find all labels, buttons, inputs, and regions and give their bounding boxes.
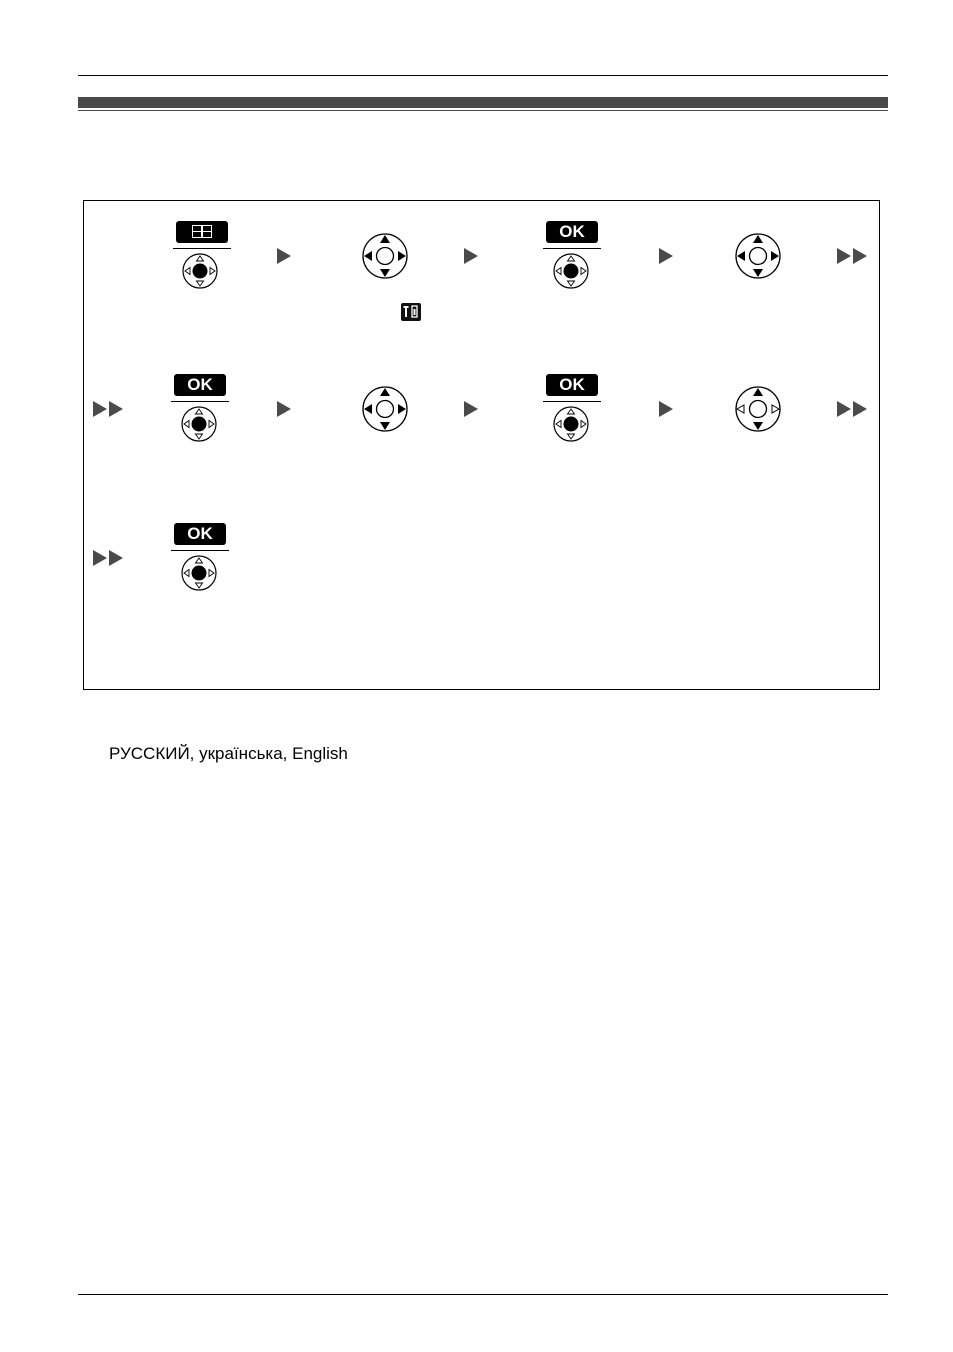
arrow-right-icon	[659, 401, 675, 417]
arrow-right-icon	[464, 401, 480, 417]
navigator-press-icon	[171, 404, 229, 448]
navigator-updown-icon	[734, 385, 782, 433]
menu-key	[176, 221, 228, 243]
ok-key: OK	[174, 523, 226, 545]
key-separator	[173, 248, 231, 249]
arrow-right-icon	[659, 248, 675, 264]
arrow-right-icon	[277, 401, 293, 417]
continue-double-arrow-icon	[837, 248, 869, 264]
continue-double-arrow-icon	[837, 401, 869, 417]
title-bar	[78, 97, 888, 108]
navigator-key-icon	[361, 385, 409, 433]
arrow-right-icon	[464, 248, 480, 264]
step-ok-key	[171, 374, 229, 444]
arrow-right-icon	[277, 248, 293, 264]
footer-rule	[78, 1294, 888, 1295]
navigator-press-icon	[171, 553, 229, 597]
navigator-key-icon	[734, 232, 782, 280]
ok-key: OK	[174, 374, 226, 396]
key-separator	[171, 401, 229, 402]
continue-double-arrow-icon	[93, 401, 125, 417]
navigator-press-icon	[543, 404, 601, 448]
step-ok-key	[543, 221, 601, 291]
navigator-press-icon	[543, 251, 601, 295]
key-separator	[171, 550, 229, 551]
settings-tool-icon	[401, 303, 421, 321]
ok-key: OK	[546, 221, 598, 243]
navigator-key-icon	[361, 232, 409, 280]
step-menu-key	[173, 221, 231, 291]
key-separator	[543, 401, 601, 402]
step-ok-key	[543, 374, 601, 444]
continue-double-arrow-icon	[93, 550, 125, 566]
navigator-press-icon	[173, 251, 231, 295]
menu-key-icon	[192, 225, 212, 238]
title-bar-underline	[78, 110, 888, 111]
language-options: РУССКИЙ, українська, English	[109, 744, 348, 763]
step-ok-key	[171, 523, 229, 593]
key-separator	[543, 248, 601, 249]
header-rule	[78, 75, 888, 76]
ok-key: OK	[546, 374, 598, 396]
